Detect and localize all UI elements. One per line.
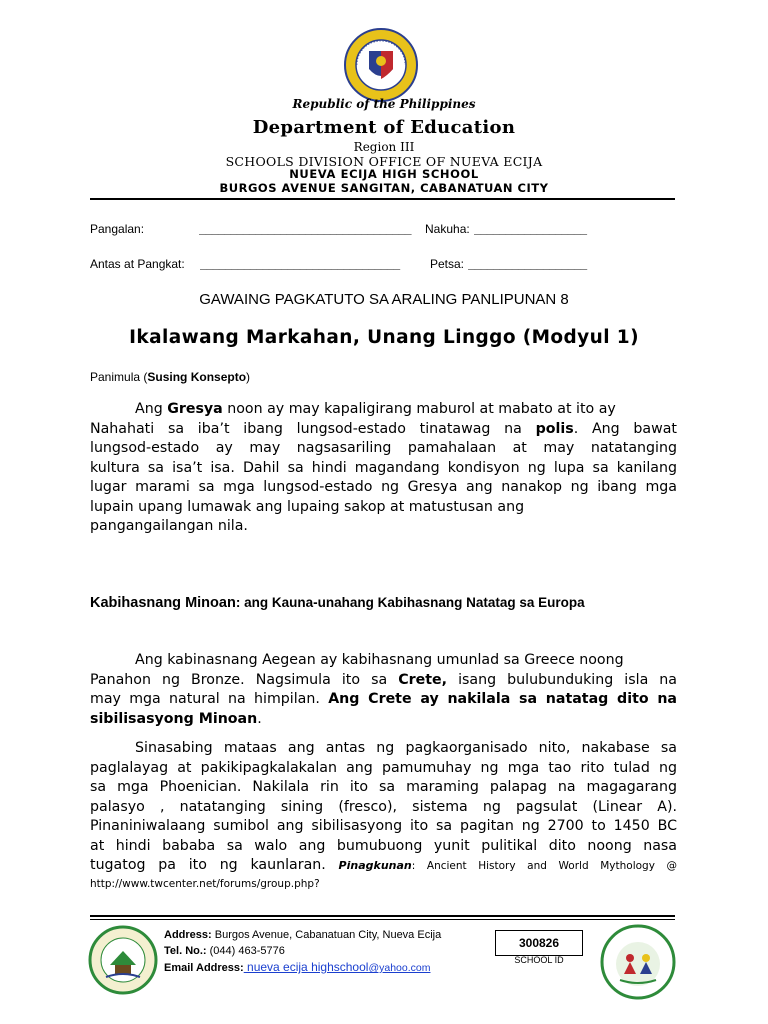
- school-id-label: SCHOOL ID: [514, 955, 564, 965]
- club-logo: [600, 924, 676, 1000]
- section-label: Antas at Pangkat:: [90, 257, 185, 271]
- paragraph-line: Nahahati sa iba’t ibang lungsod-estado tinatawag na polis. Ang bawat: [90, 420, 677, 437]
- paragraph-minoan: [90, 739, 677, 877]
- date-blank: ___________________: [468, 256, 587, 270]
- name-field[interactable]: [199, 221, 411, 235]
- header-divider: [90, 198, 675, 200]
- division-heading: SCHOOLS DIVISION OFFICE OF NUEVA ECIJA: [225, 154, 543, 169]
- school-logo: [88, 925, 158, 995]
- deped-seal-logo: [343, 27, 419, 103]
- paragraph-line: Panahon ng Bronze. Nagsimula ito sa Crete, isang bulubunduking isla na: [90, 671, 677, 688]
- paragraph-line: Ang kabinasnang Aegean ay kabihasnang umunlad sa Greece noong: [135, 652, 624, 668]
- intro-label: [90, 370, 250, 384]
- paragraph-line: lupain upang lumawak ang lupaing sakop at matustusan ang: [90, 498, 525, 515]
- footer-divider: [90, 915, 675, 917]
- date-label: Petsa:: [430, 257, 465, 271]
- source-label: Pinagkunan: [338, 859, 412, 872]
- name-blank: __________________________________: [199, 221, 411, 235]
- school-address: BURGOS AVENUE SANGITAN, CABANATUAN CITY: [219, 181, 549, 195]
- paragraph-line: sibilisasyong Minoan.: [90, 710, 262, 727]
- section-blank: ________________________________: [200, 256, 400, 270]
- footer-contact: [164, 927, 441, 976]
- section-heading-bold: Kabihasnang Minoan: [90, 595, 236, 611]
- section-heading-rest: : ang Kauna-unahang Kabihasnang Natatag sa Europa: [235, 595, 585, 610]
- score-field[interactable]: [474, 221, 586, 235]
- paragraph-line: at hindi bababa sa walo ang bumubuong yunit pulitikal dito noong nasa: [90, 837, 677, 854]
- quarter-title: Ikalawang Markahan, Unang Linggo (Modyul 1): [129, 327, 639, 348]
- school-name: NUEVA ECIJA HIGH SCHOOL: [289, 167, 479, 181]
- paragraph-line: kultura sa isa’t isa. Dahil sa hindi magandang kondisyon ng lupa sa kanilang: [90, 459, 677, 476]
- intro-label-pre: Panimula (: [90, 370, 148, 384]
- paragraph-line: Sinasabing mataas ang antas ng pagkaorganisado nito, nakabase sa: [135, 740, 677, 756]
- footer-address: Address: Burgos Avenue, Cabanatuan City, Nueva Ecija: [164, 929, 442, 941]
- source-text: : Ancient History and World Mythology @: [411, 860, 678, 872]
- paragraph-line: lugar marami sa mga lungsod-estado ng Gresya ang nanakop ng ibang mga: [90, 479, 677, 495]
- score-blank: __________________: [474, 221, 587, 235]
- name-label: Pangalan:: [90, 222, 145, 236]
- intro-label-post: ): [246, 370, 251, 384]
- paragraph-line: Ang Gresya noon ay may kapaligirang maburol at mabato at ito ay: [135, 401, 616, 417]
- activity-title: GAWAING PAGKATUTO SA ARALING PANLIPUNAN 8: [199, 291, 569, 308]
- footer-phone: Tel. No.: (044) 463-5776: [164, 945, 285, 957]
- paragraph-line: pangangailangan nila.: [90, 518, 248, 534]
- paragraph-line: paglalayag at pakikipagkalakalan ang pamumuhay ng mga tao rito tulad ng: [90, 759, 677, 776]
- footer-email: Email Address: nueva ecija highschool@yahoo.com: [164, 960, 431, 974]
- paragraph-line: lungsod-estado ay may nagsasariling pamahalaan at may natatanging: [90, 440, 677, 456]
- paragraph-line: tugatog pa ito ng kaunlaran. Pinagkunan: Ancient History and World Mythology @: [90, 857, 678, 873]
- date-field[interactable]: [468, 256, 586, 270]
- section-heading: [90, 595, 585, 611]
- score-label: Nakuha:: [425, 222, 470, 236]
- republic-heading: Republic of the Philippines: [292, 97, 476, 111]
- region-heading: Region III: [353, 140, 415, 154]
- intro-label-bold: Susing Konsepto: [147, 370, 247, 384]
- paragraph-line: may mga natural na himpilan. Ang Crete ay nakilala sa natatag dito na: [90, 691, 677, 707]
- paragraph-gresya: [90, 400, 677, 537]
- paragraph-line: palasyo , natatanging sining (fresco), sistema ng pagsulat (Linear A).: [90, 798, 677, 815]
- department-heading: Department of Education: [252, 117, 516, 138]
- paragraph-line: Pinaniniwalaang sumibol ang sibilisasyong ito sa pagitan ng 2700 to 1450 BC: [90, 818, 677, 834]
- paragraph-line: sa mga Phoenician. Nakilala rin ito sa maraming palapag na magagarang: [90, 779, 677, 795]
- section-field[interactable]: [200, 256, 399, 270]
- paragraph-aegean: [90, 651, 677, 729]
- email-link[interactable]: nueva ecija highschool@yahoo.com: [243, 960, 431, 974]
- school-id-box: 300826: [495, 930, 583, 956]
- footer-divider-thin: [90, 919, 675, 920]
- source-url: http://www.twcenter.net/forums/group.php?: [90, 878, 320, 890]
